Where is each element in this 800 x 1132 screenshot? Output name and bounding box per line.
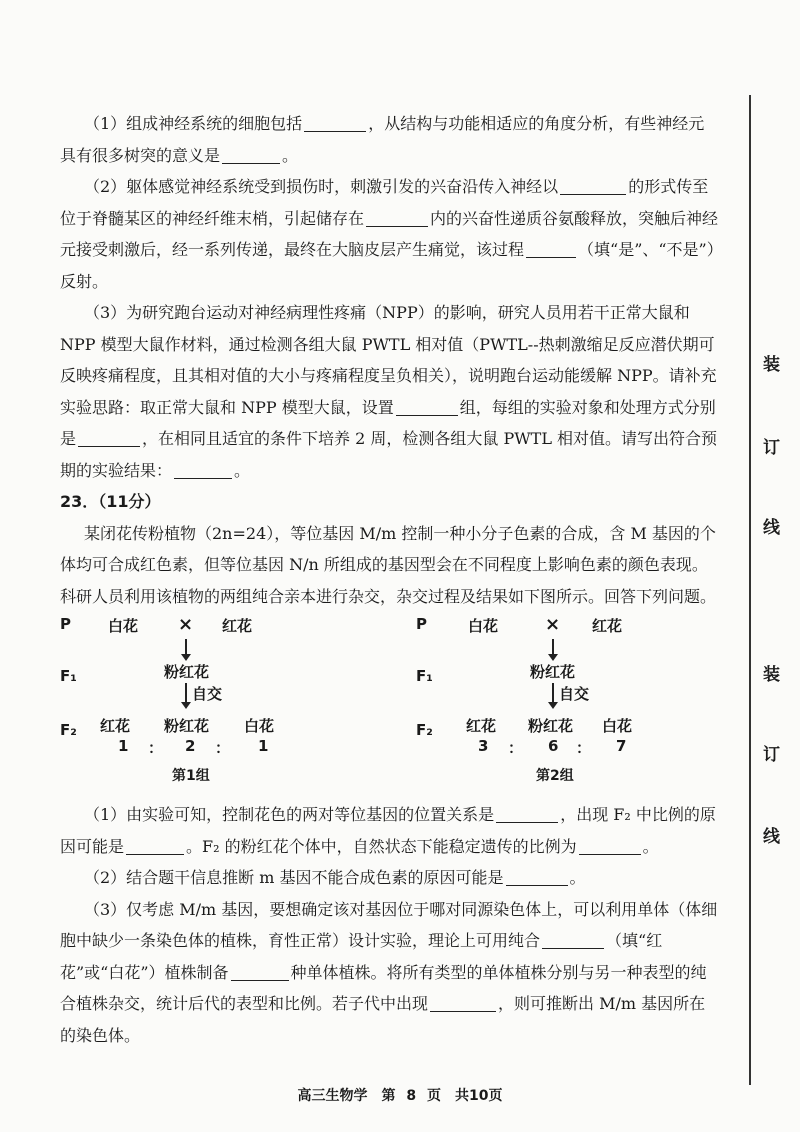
f2-red: 红花 [466,717,497,735]
ratio-1: 1 [118,737,129,755]
paragraph-q23-2 [60,862,720,894]
binding-mark: 订 [763,745,780,765]
f2-white: 白花 [602,717,633,735]
answer-blank[interactable] [126,837,184,855]
paragraph-q22-1 [60,108,720,171]
f2-pink: 粉红花 [164,717,210,735]
paragraph-q23-head [60,486,720,518]
text-run: （3）为研究跑台运动对神经病理性疼痛（NPP）的影响，研究人员用若干正常大鼠和 NPP 模型大鼠作材料，通过检测各组大鼠 PWTL 相对值（PWTL--热刺激缩足反应潜伏期可反映疼痛程度，且其相对值的大小与疼痛程度呈负相关），说明跑台运动能缓解 NPP。请补充实验思路：取正常大鼠和 NPP 模型大鼠，设置 [60,303,717,417]
p-left: 白花 [468,617,499,635]
question-text [60,108,720,612]
text-run: 。 [569,868,586,887]
cross-diagram-1 [60,615,320,790]
group-caption: 第1组 [172,768,210,784]
paragraph-q23-3 [60,894,720,1052]
ratio-3: 7 [616,737,627,755]
text-run: 。 [642,836,659,856]
answer-blank[interactable] [526,240,576,258]
answer-blank[interactable] [542,931,604,949]
binding-mark: 线 [763,518,780,538]
text-run: 组，每组的实验对象和处理方式分别是 [60,397,716,448]
ratio-sep: ： [508,739,524,757]
question-text-23 [60,799,720,1051]
ratio-sep: ： [148,739,164,757]
paragraph-q22-2 [60,171,720,297]
ratio-sep: ： [215,739,231,757]
p-right: 红花 [222,617,253,635]
answer-blank[interactable] [222,146,280,164]
f2-label: F₂ [416,721,433,739]
f1-label: F₁ [416,667,433,685]
selfing-label: 自交 [192,685,223,703]
text-run: （填“是”、“不是”）反射。 [60,240,715,291]
binding-line [749,95,751,1085]
f1-label: F₁ [60,667,77,685]
f1-phenotype: 粉红花 [164,663,210,681]
text-run: 23．（11分） [60,492,161,511]
text-run: ，从结构与功能相适应的角度分析，有些神经元具有很多树突的意义是 [60,114,705,165]
text-run: （1）组成神经系统的细胞包括 [84,114,303,133]
text-run: 。 [234,460,251,480]
page-footer: 高三生物学 第 8 页 共10页 [297,1088,503,1104]
binding-mark: 订 [763,438,780,458]
p-label: P [416,615,427,633]
f2-white: 白花 [244,717,275,735]
text-run: ，在相同且适宜的条件下培养 2 周，检测各组大鼠 PWTL 相对值。请写出符合预期的实验结果： [60,429,718,480]
text-run: 的形式传至位于脊髓某区的神经纤维末梢，引起储存在 [60,177,709,228]
answer-blank[interactable] [366,209,428,227]
paragraph-q22-3 [60,297,720,486]
text-run: （填“红花”或“白花”）植株制备 [60,931,663,982]
ratio-1: 3 [478,737,489,755]
arrow-f1-f2 [552,683,554,703]
p-label: P [60,615,71,633]
answer-blank[interactable] [496,805,558,823]
f1-phenotype: 粉红花 [530,663,576,681]
text-run: 内的兴奋性递质谷氨酸释放，突触后神经元接受刺激后，经一系列传递，最终在大脑皮层产生痛觉，该过程 [60,208,719,259]
ratio-2: 6 [548,737,559,755]
f2-pink: 粉红花 [528,717,574,735]
paragraph-q23-1 [60,799,720,862]
text-run: （2）躯体感觉神经系统受到损伤时，刺激引发的兴奋沿传入神经以 [84,177,559,196]
text-run: 种单体植株。将所有类型的单体植株分别与另一种表型的纯合植株杂交，统计后代的表型和比例。若子代中出现 [60,962,707,1013]
answer-blank[interactable] [231,963,289,981]
ratio-3: 1 [258,737,269,755]
text-run: 某闭花传粉植物（2n=24），等位基因 M/m 控制一种小分子色素的合成，含 M 基因的个体均可合成红色素，但等位基因 N/n 所组成的基因型会在不同程度上影响色素的颜色表现。科研人员利用该植物的两组纯合亲本进行杂交，杂交过程及结果如下图所示。回答下列问题。 [60,523,717,606]
text-run: 。 [282,145,299,165]
arrow-f1-f2 [185,683,187,703]
answer-blank[interactable] [78,429,140,447]
cross-diagram-2 [416,615,676,790]
answer-blank[interactable] [304,114,366,132]
answer-blank[interactable] [430,994,496,1012]
text-run: （3）仅考虑 M/m 基因，要想确定该对基因位于哪对同源染色体上，可以利用单体（体细胞中缺少一条染色体的植株，育性正常）设计实验，理论上可用纯合 [60,899,718,950]
answer-blank[interactable] [396,398,458,416]
arrow-p-f1 [552,639,554,655]
p-left: 白花 [108,617,139,635]
arrow-p-f1 [185,639,187,655]
text-run: 。F₂ 的粉红花个体中，自然状态下能稳定遗传的比例为 [186,836,577,856]
answer-blank[interactable] [560,177,626,195]
binding-mark: 装 [763,665,780,685]
answer-blank[interactable] [174,461,232,479]
text-run: （2）结合题干信息推断 m 基因不能合成色素的原因可能是 [84,868,504,887]
group-caption: 第2组 [536,768,574,784]
p-right: 红花 [592,617,623,635]
answer-blank[interactable] [506,868,568,886]
cross-sign: × [178,614,194,635]
paragraph-q23-intro [60,518,720,613]
cross-sign: × [545,614,561,635]
text-run: ，出现 F₂ 中比例的原因可能是 [60,805,716,856]
text-run: （1）由实验可知，控制花色的两对等位基因的位置关系是 [84,805,495,824]
text-run: ，则可推断出 M/m 基因所在的染色体。 [60,994,706,1045]
answer-blank[interactable] [579,837,641,855]
ratio-2: 2 [185,737,196,755]
f2-red: 红花 [100,717,131,735]
ratio-sep: ： [576,739,592,757]
selfing-label: 自交 [559,685,590,703]
f2-label: F₂ [60,721,77,739]
binding-mark: 线 [763,827,780,847]
binding-mark: 装 [763,355,780,375]
